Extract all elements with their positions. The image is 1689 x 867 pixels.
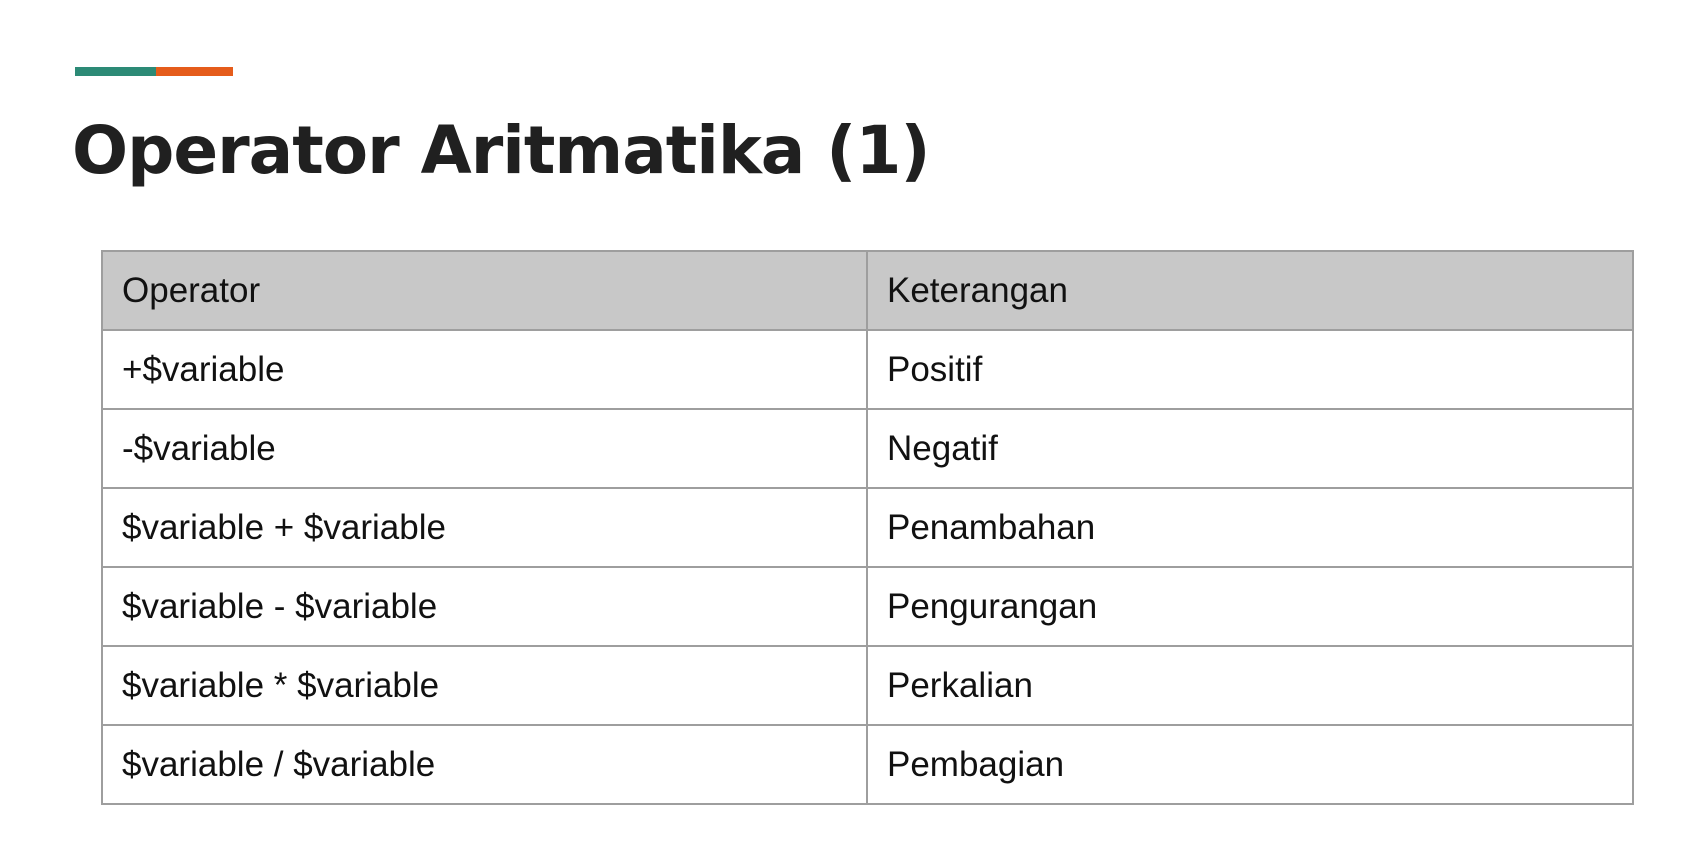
table-row bbox=[102, 488, 1633, 567]
operator-cell: $variable * $variable bbox=[102, 646, 867, 725]
table-header-row bbox=[102, 251, 1633, 330]
keterangan-cell: Penambahan bbox=[867, 488, 1633, 567]
table-row bbox=[102, 330, 1633, 409]
table-row bbox=[102, 646, 1633, 725]
table-row bbox=[102, 567, 1633, 646]
keterangan-cell: Positif bbox=[867, 330, 1633, 409]
accent-bar-green-segment bbox=[75, 67, 156, 76]
slide-title: Operator Aritmatika (1) bbox=[72, 112, 930, 189]
operator-cell: $variable + $variable bbox=[102, 488, 867, 567]
header-operator: Operator bbox=[102, 251, 867, 330]
header-keterangan: Keterangan bbox=[867, 251, 1633, 330]
operator-table bbox=[101, 250, 1634, 805]
keterangan-cell: Negatif bbox=[867, 409, 1633, 488]
table-row bbox=[102, 725, 1633, 804]
table-row bbox=[102, 409, 1633, 488]
keterangan-cell: Perkalian bbox=[867, 646, 1633, 725]
accent-bar-orange-segment bbox=[156, 67, 233, 76]
keterangan-cell: Pengurangan bbox=[867, 567, 1633, 646]
operator-cell: $variable / $variable bbox=[102, 725, 867, 804]
operator-cell: +$variable bbox=[102, 330, 867, 409]
operator-cell: -$variable bbox=[102, 409, 867, 488]
title-accent-bar bbox=[75, 67, 233, 76]
keterangan-cell: Pembagian bbox=[867, 725, 1633, 804]
operator-cell: $variable - $variable bbox=[102, 567, 867, 646]
